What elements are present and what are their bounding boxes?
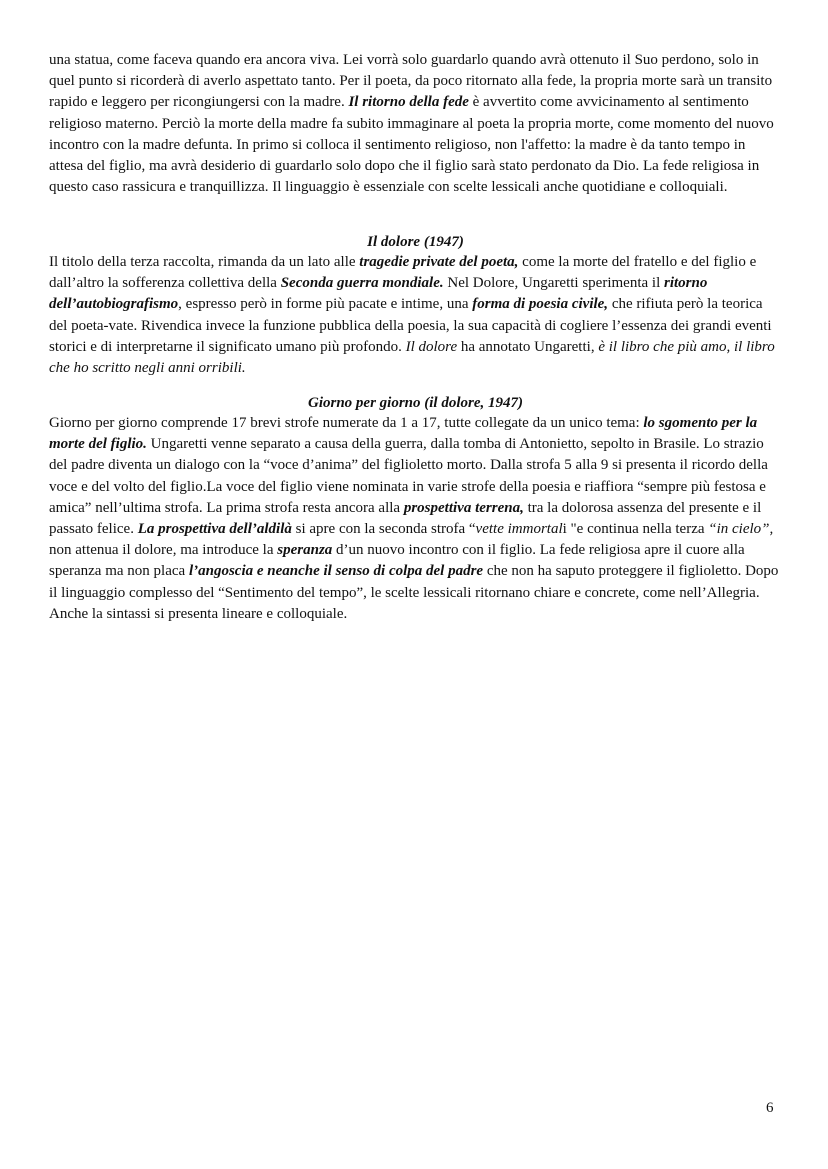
text-run: una statua, come faceva quando era ancora viva. Lei vorrà solo guardarlo quando avrà ottenuto il Suo perdono, solo in quel punto si ricorderà di averlo aspettato tanto. Per il poeta, da poco ritornato alla fede, la propria morte sarà un transito rapido e leggero per ricongiungersi con la madre. xyxy=(49,52,773,111)
emphasis-sgomento: lo sgomento per la morte del figlio. xyxy=(49,415,758,453)
heading-il-dolore: Il dolore (1947) xyxy=(367,234,464,250)
text-run: che non ha saputo proteggere il figlioletto. Dopo il linguaggio complesso del “Sentimento del tempo”, le scelte lessicali ritornano chiare e concrete, come nell’Allegria. Anche la sintassi si presenta lineare e colloquiale. xyxy=(49,563,779,622)
emphasis-ritorno-della-fede: Il ritorno della fede xyxy=(348,94,469,111)
heading-giorno-per-giorno: Giorno per giorno (il dolore, 1947) xyxy=(307,395,523,411)
emphasis-poesia-civile: forma di poesia civile, xyxy=(472,296,609,313)
paragraph-il-dolore xyxy=(49,252,782,379)
emphasis-prospettiva-terrena: prospettiva terrena, xyxy=(403,499,524,516)
italic-il-dolore: Il dolore xyxy=(405,338,458,355)
text-run: è avvertito come avvicinamento al sentimento religioso materno. Perciò la morte della madre fa subito immaginare al poeta la propria morte, come momento del nuovo incontro con la madre defunta. In primo si colloca il sentimento religioso, non l'affetto: la madre è da tanto tempo in attesa del figlio, ma avrà desiderio di guardarlo solo dopo che il figlio sarà stato perdonato da Dio. La fede religiosa in questo caso rassicura e tranquillizza. Il linguaggio è essenziale con scelte lessicali anche quotidiane e colloquiali. xyxy=(49,94,774,196)
italic-quote: è il libro che più amo, il libro che ho scritto negli anni orribili. xyxy=(49,338,775,377)
emphasis-autobiografismo: ritorno dell’autobiografismo xyxy=(49,275,708,313)
page-number: 6 xyxy=(766,1100,774,1116)
text-run: come la morte del fratello e del figlio e dall’altro la sofferenza collettiva della xyxy=(49,254,757,292)
emphasis-angoscia: l’angoscia e neanche il senso di colpa del padre xyxy=(188,563,484,580)
text-run: ha annotato Ungaretti, xyxy=(457,338,599,355)
emphasis-speranza: speranza xyxy=(277,542,333,559)
text-run: non attenua il dolore, ma introduce la xyxy=(49,542,278,559)
text-run: si apre con la seconda strofa “ xyxy=(291,521,476,538)
text-run: Nel Dolore, Ungaretti sperimenta il xyxy=(443,275,664,292)
paragraph-madre-morte xyxy=(49,50,782,198)
text-run: Ungaretti venne separato a causa della guerra, dalla tomba di Antonietto, sepolto in Brasile. Lo strazio del padre diventa un dialogo con la “voce d’anima” del figlioletto morto. Dalla strofa 5 alla 9 si presenta il ricordo della voce e del volto del figlio.La voce del figlio viene nominata in varie strofe della poesia e riaffiora “sempre più festosa e amica” nell’ultima strofa. La prima strofa resta ancora alla xyxy=(49,436,768,516)
italic-in-cielo: “in cielo”, xyxy=(708,521,774,538)
text-run: Giorno per giorno comprende 17 brevi strofe numerate da 1 a 17, tutte collegate da un unico tema: xyxy=(49,415,644,431)
text-run: i "e continua nella terza xyxy=(562,521,709,538)
emphasis-prospettiva-aldila: La prospettiva dell’aldilà xyxy=(137,521,292,538)
text-run: d’un nuovo incontro con il figlio. La fede religiosa apre il cuore alla speranza ma non placa xyxy=(49,542,745,580)
text-run: tra la dolorosa assenza del presente e il passato felice. xyxy=(49,499,762,538)
emphasis-tragedie-private: tragedie private del poeta, xyxy=(359,254,519,270)
text-run: Il titolo della terza raccolta, rimanda da un lato alle xyxy=(49,254,360,270)
paragraph-giorno-per-giorno xyxy=(49,413,782,625)
text-run: , espresso però in forme più pacate e intime, una xyxy=(178,296,473,313)
emphasis-seconda-guerra: Seconda guerra mondiale. xyxy=(280,275,444,292)
italic-vette-immortali: vette immortal xyxy=(475,521,563,538)
text-run: che rifiuta però la teorica del poeta-vate. Rivendica invece la funzione pubblica della poesia, la sua capacità di cogliere l’essenza dei grandi eventi storici e di interpretarne il significato umano più profondo. xyxy=(49,296,772,355)
